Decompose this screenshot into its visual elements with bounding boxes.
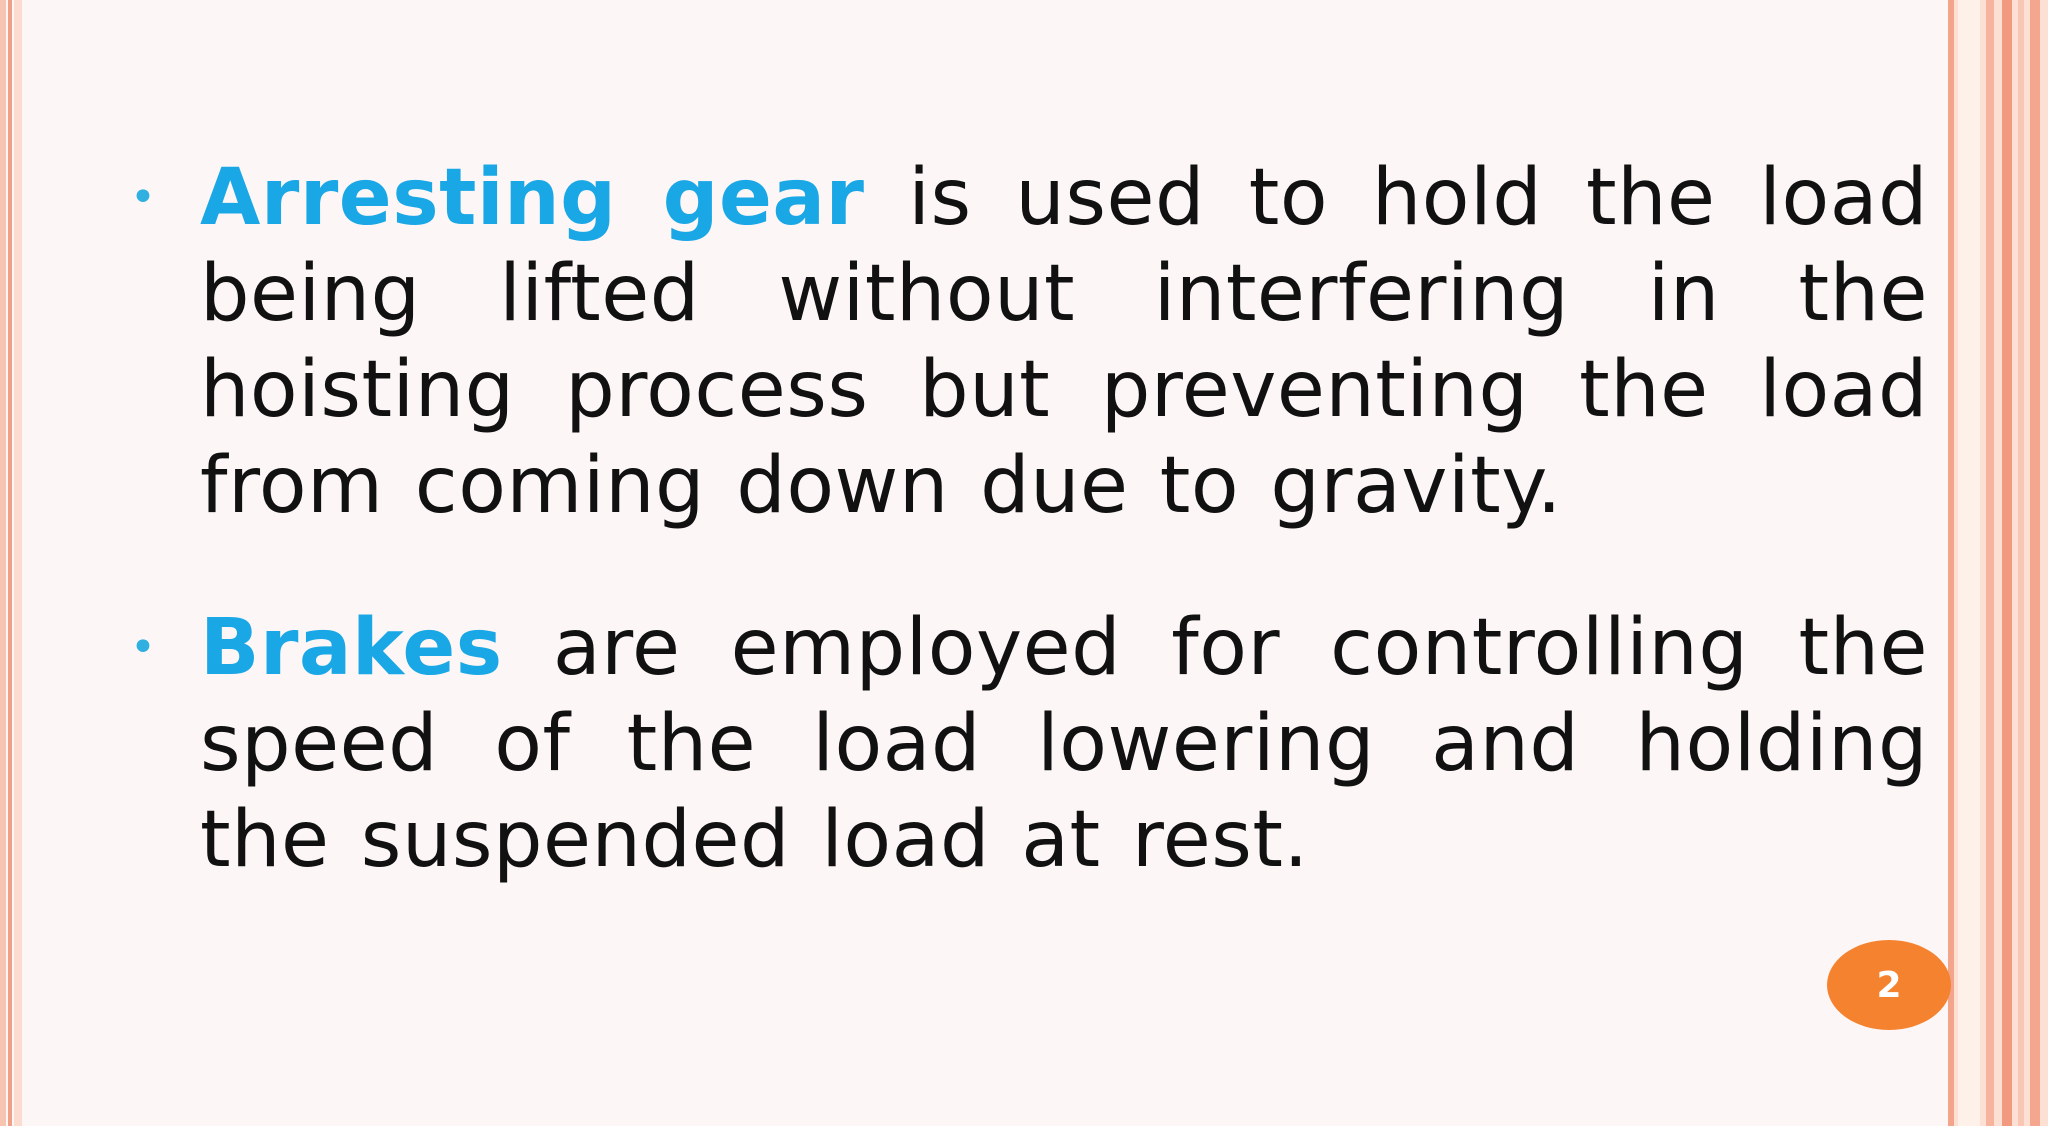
definition-arresting-gear: is used to hold the load being lifted without interfering in the hoisting process but preventing the load from coming down due to gravity.	[200, 153, 1929, 531]
bullet-text	[200, 150, 1928, 534]
right-border-decoration	[1948, 0, 2048, 1126]
term-arresting-gear: Arresting gear	[200, 153, 865, 243]
bullet-item-brakes	[118, 600, 1928, 888]
page-number-badge: 2	[1827, 940, 1951, 1030]
bullet-item-arresting-gear	[118, 150, 1928, 534]
slide-content	[118, 150, 1928, 954]
term-brakes: Brakes	[200, 603, 503, 693]
bullet-icon: •	[130, 622, 156, 673]
bullet-icon: •	[130, 172, 156, 223]
bullet-text	[200, 600, 1928, 888]
left-border-decoration	[0, 0, 24, 1126]
definition-brakes: are employed for controlling the speed of the load lowering and holding the suspended load at rest.	[200, 603, 1928, 885]
